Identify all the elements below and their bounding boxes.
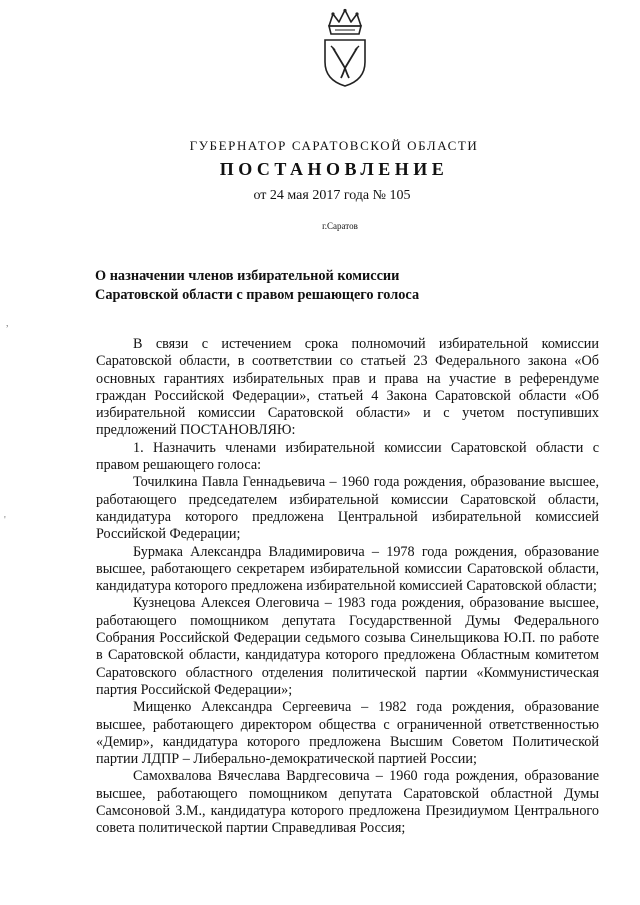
scan-mark: ' (4, 515, 6, 526)
coat-of-arms-emblem (319, 8, 371, 88)
paragraph-member-burmak: Бурмака Александра Владимировича – 1978 года рождения, образование высшее, работающего секретарем избирательной комиссии Саратовской области, кандидатура которого предложена избирательной комиссией Саратовской области; (96, 543, 599, 595)
paragraph-member-kuznetsov: Кузнецова Алексея Олеговича – 1983 года рождения, образование высшее, работающего помощником депутата Государственной Думы Федерального Собрания Российской Федерации седьмого созыва Синельщикова Ю.П. по работе в Саратовской области, кандидатура которого предложена Областным комитетом Саратовского областного отделения политической партии «Коммунистическая партия Российской Федерации»; (96, 595, 599, 698)
document-type-title: ПОСТАНОВЛЕНИЕ (219, 159, 449, 179)
paragraph-clause-1: 1. Назначить членами избирательной комиссии Саратовской области с правом решающего голоса: (96, 439, 599, 474)
document-date-number: от 24 мая 2017 года № 105 (253, 188, 411, 203)
subject-line: Саратовской области с правом решающего голоса (95, 287, 420, 303)
scan-mark: , (6, 318, 9, 329)
issuing-authority: ГУБЕРНАТОР САРАТОВСКОЙ ОБЛАСТИ (189, 138, 479, 153)
document-subject (95, 267, 555, 305)
paragraph-member-tochilkin: Точилкина Павла Геннадьевича – 1960 года рождения, образование высшее, работающего председателем избирательной комиссии Саратовской области, кандидатура которого предложена Центральной избирательной комиссией Российской Федерации; (96, 474, 599, 543)
document-city: г.Саратов (322, 221, 358, 231)
paragraph-member-mishchenko: Мищенко Александра Сергеевича – 1982 года рождения, образование высшее, работающего директором общества с ограниченной ответственностью «Демир», кандидатура которого предложена Высшим Советом Политической партии ЛДПР – Либерально-демократической партией России; (96, 699, 599, 768)
subject-line: О назначении членов избирательной комиссии (95, 268, 400, 284)
document-body (96, 336, 599, 838)
paragraph-member-samokhvalov: Самохвалова Вячеслава Вардгесовича – 1960 года рождения, образование высшее, работающего помощником депутата Саратовской областной Думы Самсоновой З.М., кандидатура которого предложена Президиумом Центрального совета политической партии Справедливая Россия; (96, 768, 599, 837)
paragraph-preamble: В связи с истечением срока полномочий избирательной комиссии Саратовской области, в соответствии со статьей 23 Федерального закона «Об основных гарантиях избирательных прав и права на участие в референдуме граждан Российской Федерации», статьей 4 Закона Саратовской области «Об избирательной комиссии Саратовской области» и с учетом поступивших предложений ПОСТАНОВЛЯЮ: (96, 336, 599, 439)
